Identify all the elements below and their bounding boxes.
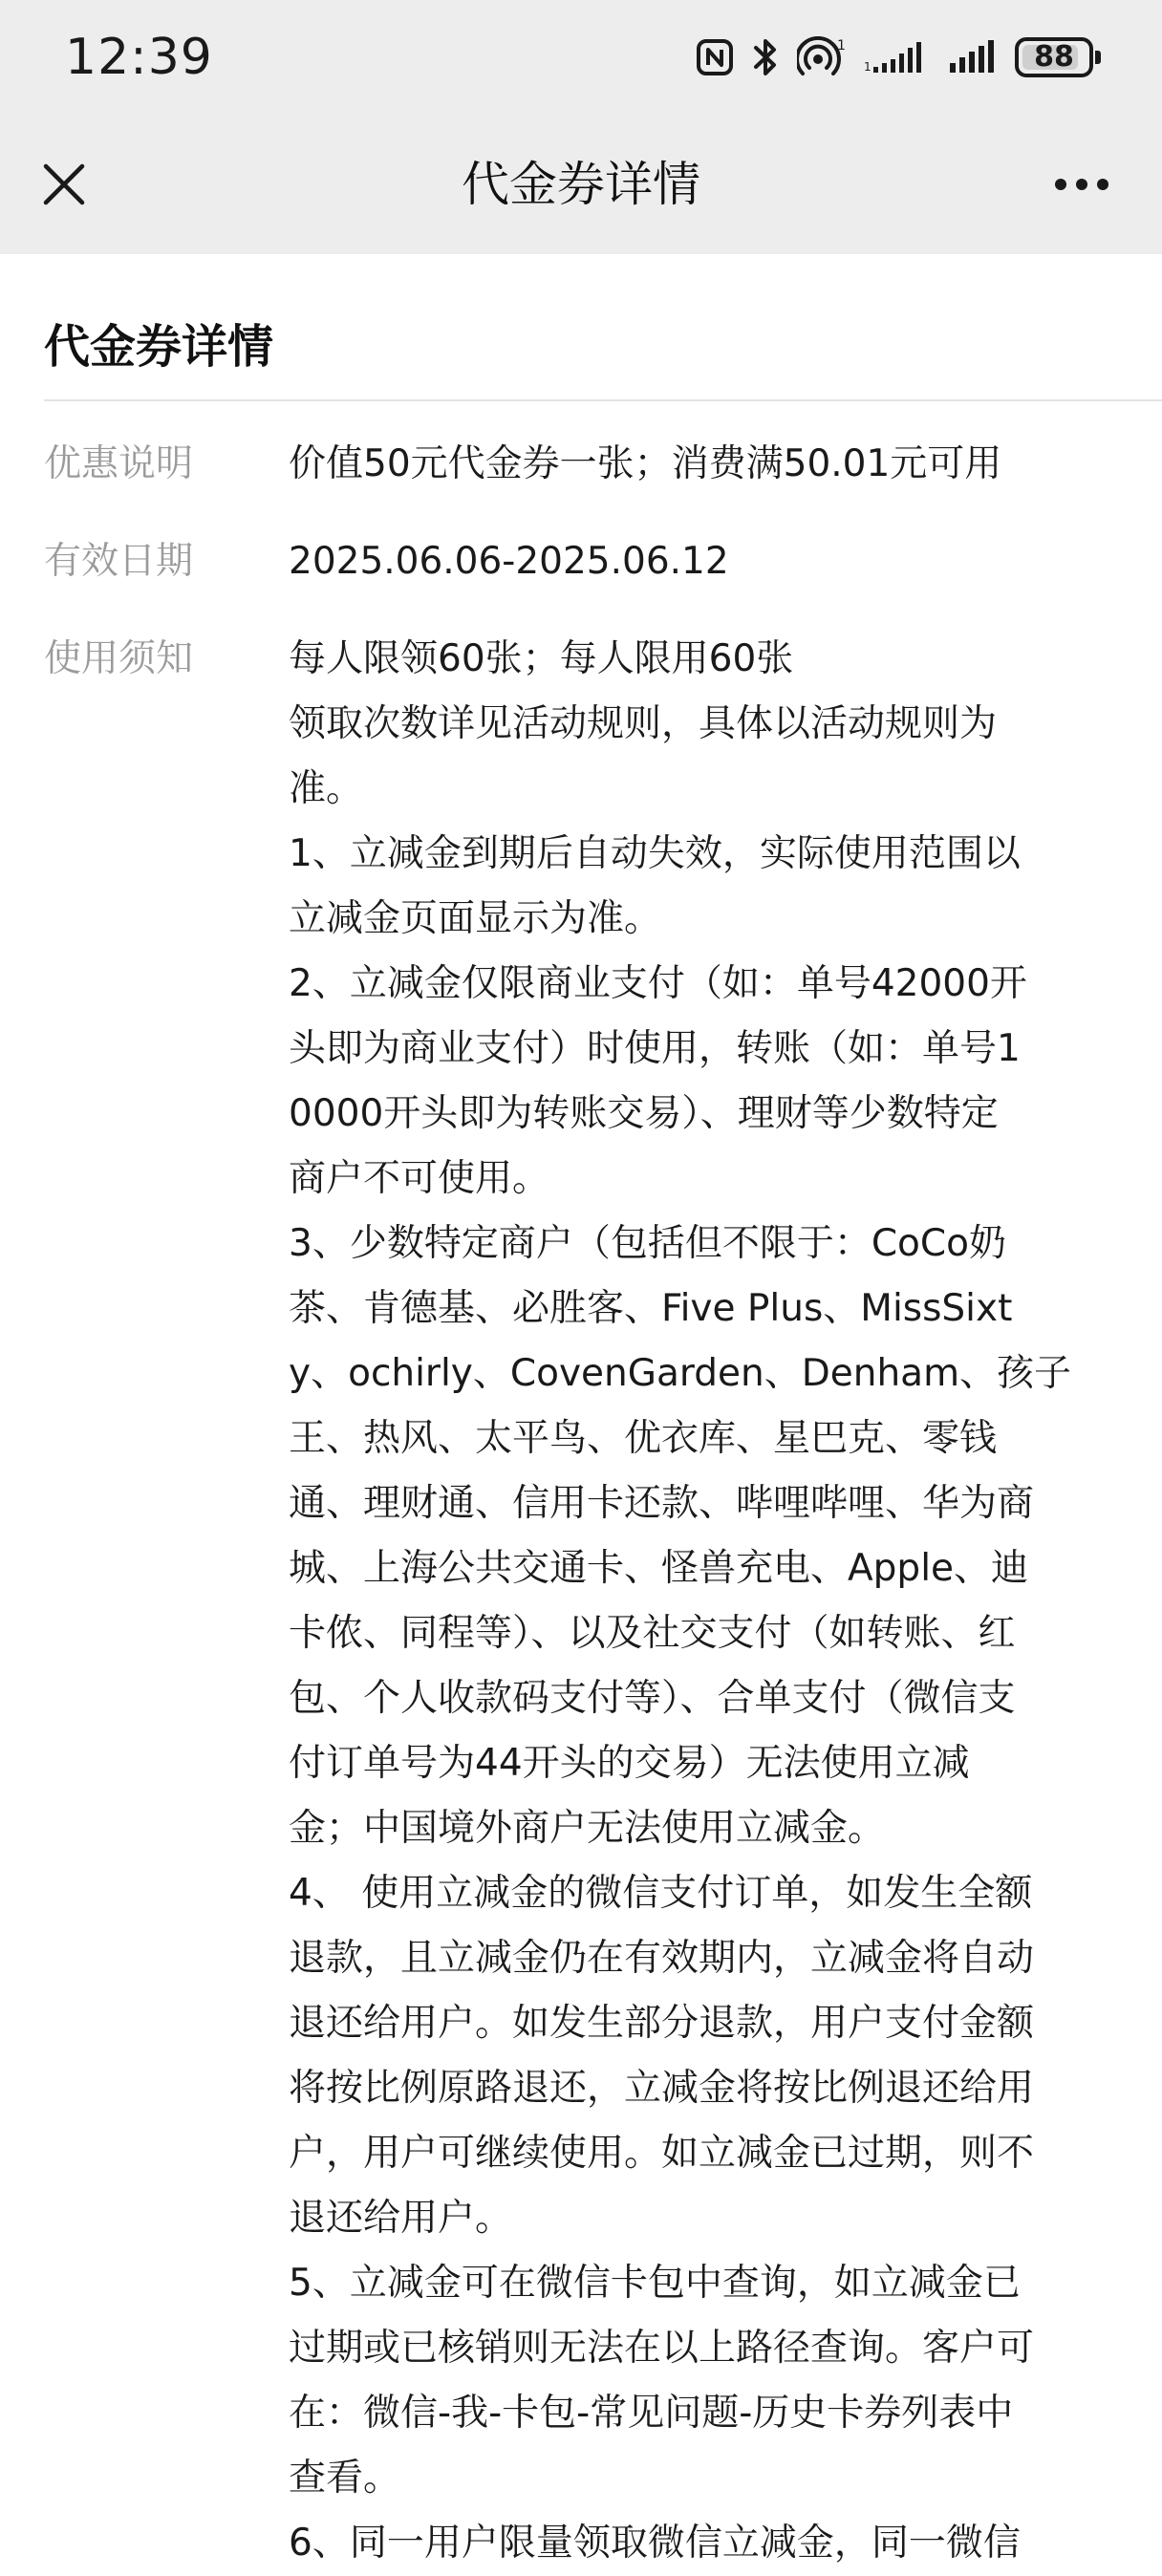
discount-value: 价值50元代金券一张；消费满50.01元可用: [289, 442, 1002, 485]
notice-line: 包、个人收款码支付等）、合单支付（微信支: [289, 1677, 1016, 1720]
notice-line: 0000开头即为转账交易）、理财等少数特定: [289, 1092, 999, 1135]
svg-text:1: 1: [864, 60, 872, 74]
cellular-signal-icon: [864, 38, 931, 76]
close-button[interactable]: [31, 151, 97, 218]
notice-line: 领取次数详见活动规则，具体以活动规则为: [289, 702, 998, 745]
cellular-signal-icon: [948, 38, 998, 76]
notice-line: 头即为商业支付）时使用，转账（如：单号1: [289, 1027, 1021, 1070]
notice-line: 城、上海公共交通卡、怪兽充电、Apple、迪: [289, 1547, 1029, 1590]
notice-line: 户，用户可继续使用。如立减金已过期，则不: [289, 2132, 1035, 2175]
validity-value: 2025.06.06-2025.06.12: [289, 540, 729, 583]
notice-line: 立减金页面显示为准。: [289, 897, 662, 940]
notice-line: 茶、肯德基、必胜客、Five Plus、MissSixt: [289, 1287, 1013, 1330]
notice-line: 6、同一用户限量领取微信立减金，同一微信: [289, 2522, 1021, 2565]
notice-line: 退还给用户。: [289, 2197, 513, 2240]
notice-text: [289, 627, 1149, 2576]
notice-line: 5、立减金可在微信卡包中查询，如立减金已: [289, 2262, 1021, 2305]
notice-line: 退还给用户。如发生部分退款，用户支付金额: [289, 2002, 1035, 2045]
notice-line: 王、热风、太平鸟、优衣库、星巴克、零钱: [289, 1417, 998, 1460]
validity-label: 有效日期: [44, 540, 194, 583]
notice-line: 商户不可使用。: [289, 1157, 550, 1200]
battery-level: 88: [1034, 40, 1074, 74]
hotspot-icon: [797, 36, 847, 78]
close-icon: [40, 161, 88, 208]
discount-label: 优惠说明: [44, 442, 194, 485]
notice-line: 查看。: [289, 2457, 401, 2500]
notice-line: 每人限领60张；每人限用60张: [289, 637, 794, 680]
notice-line: 4、 使用立减金的微信支付订单，如发生全额: [289, 1872, 1033, 1915]
status-time: 12:39: [65, 29, 213, 86]
notice-line: 通、理财通、信用卡还款、哔哩哔哩、华为商: [289, 1482, 1035, 1525]
status-icons: [696, 29, 1093, 86]
section-title: 代金券详情: [44, 320, 274, 374]
notice-line: 3、少数特定商户（包括但不限于：CoCo奶: [289, 1222, 1006, 1265]
divider: [44, 399, 1162, 401]
battery-icon: [1015, 37, 1093, 77]
svg-text:1: 1: [837, 38, 846, 54]
notice-label: 使用须知: [44, 637, 194, 680]
notice-line: 在：微信-我-卡包-常见问题-历史卡券列表中: [289, 2392, 1014, 2435]
more-icon: [1053, 177, 1110, 192]
notice-line: 金；中国境外商户无法使用立减金。: [289, 1807, 886, 1850]
status-bar: [0, 0, 1162, 115]
notice-line: 过期或已核销则无法在以上路径查询。客户可: [289, 2327, 1035, 2370]
notice-line: 准。: [289, 767, 364, 810]
notice-line: 退款，且立减金仍在有效期内，立减金将自动: [289, 1937, 1035, 1980]
page-title: 代金券详情: [462, 157, 700, 212]
nav-bar: [0, 115, 1162, 254]
bluetooth-icon: [751, 36, 780, 78]
notice-line: 1、立减金到期后自动失效，实际使用范围以: [289, 832, 1021, 875]
notice-line: 付订单号为44开头的交易）无法使用立减: [289, 1742, 970, 1785]
notice-line: y、ochirly、CovenGarden、Denham、孩子: [289, 1352, 1072, 1395]
notice-line: 将按比例原路退还，立减金将按比例退还给用: [289, 2067, 1035, 2110]
more-button[interactable]: [1044, 151, 1120, 218]
notice-line: 卡侬、同程等）、以及社交支付（如转账、红: [289, 1612, 1016, 1655]
nfc-icon: [696, 38, 734, 76]
notice-line: 2、立减金仅限商业支付（如：单号42000开: [289, 962, 1027, 1005]
